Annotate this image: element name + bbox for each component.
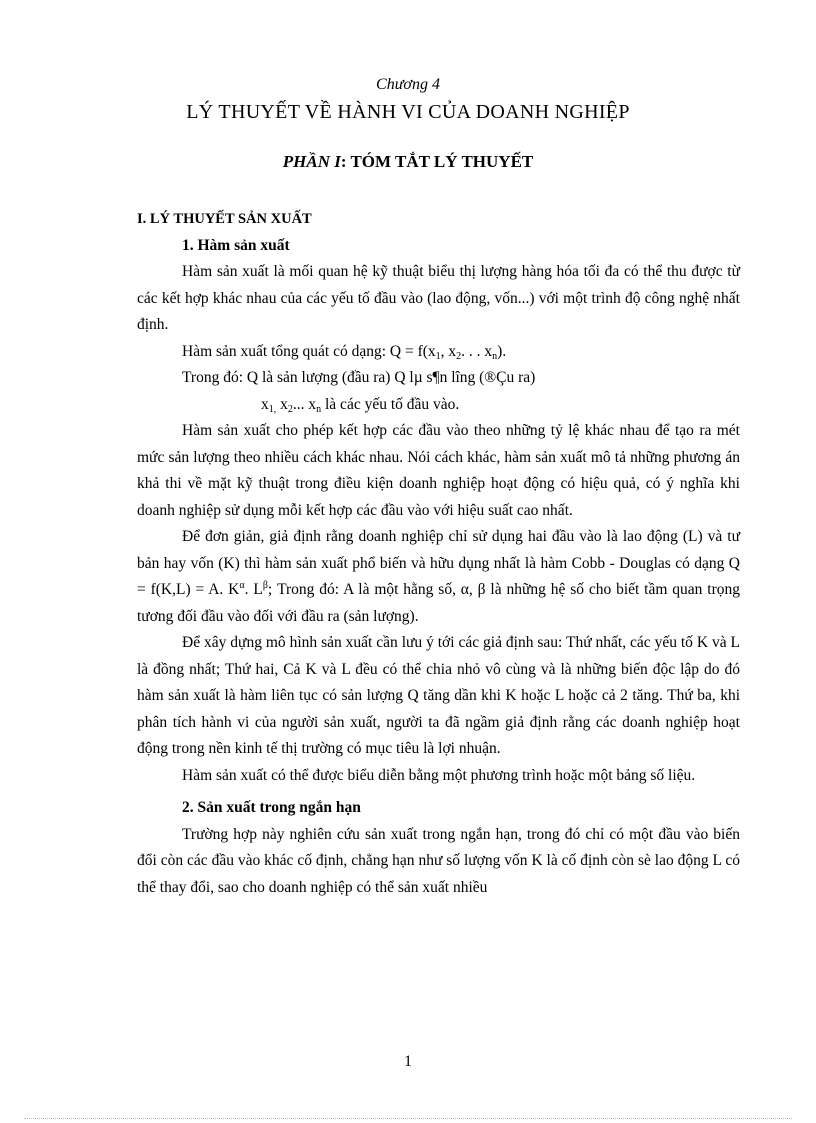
part-heading (0, 152, 816, 172)
chapter-label: Chương 4 (376, 76, 440, 93)
part-label: PHẦN I (282, 152, 341, 171)
body-content (137, 206, 740, 901)
subsection-heading-1: 1. Hàm sản xuất (182, 236, 290, 254)
paragraph-6: Trường hợp này nghiên cứu sản xuất trong ngắn hạn, trong đó chỉ có một đầu vào biến đổi còn các đầu vào khác cố định, chẳng hạn như số lượng vốn K là cố định còn sè lao động L có thể thay đổi, sao cho doanh nghiệp có thể sản xuất nhiều (137, 825, 740, 896)
subsection-heading-2: 2. Sản xuất trong ngắn hạn (182, 799, 361, 816)
inputs-line: $x_{1,}$ $x_2$... $x_n$ là các yếu tố đầu vào. (261, 395, 460, 415)
where-line: Trong đó: Q là sản lượng (đầu ra) Q lµ s¶n lîng (®Çu ra) (182, 369, 536, 386)
general-form-line: Hàm sản xuất tổng quát có dạng: $Q = f(x_1$, $x_2$. . . $x_n$). (182, 342, 507, 362)
paragraph-2: Hàm sản xuất cho phép kết hợp các đầu vào theo những tỷ lệ khác nhau để tạo ra mét mức sản lượng theo nhiều cách khác nhau. Nói cách khác, hàm sản xuất mô tả những phương án khả thi về mặt kỹ thuật trong điều kiện doanh nghiệp hoạt động có hiệu quả, có ý nghĩa khi doanh nghiệp sử dụng mỗi kết hợp các đầu vào với hiệu suất cao nhất. (137, 422, 740, 519)
page-number: 1 (404, 1053, 412, 1070)
chapter-title: LÝ THUYẾT VỀ HÀNH VI CỦA DOANH NGHIỆP (186, 101, 630, 123)
paragraph-5: Hàm sản xuất có thể được biểu diễn bằng một phương trình hoặc một bảng số liệu. (182, 766, 696, 784)
page-bottom-divider (24, 1118, 792, 1119)
paragraph-3: Để đơn giản, giả định rằng doanh nghiệp chỉ sử dụng hai đầu vào là lao động (L) và tư bản hay vốn (K) thì hàm sản xuất phổ biến và hữu dụng nhất là hàm Cobb - Douglas có dạng Q = f(K,L) = A. $K^\alpha$. $L^\beta$; Trong đó: A là một hằng số, α, β là những hệ số cho biết tầm quan trọng tương đối đầu vào đối với đầu ra (sản lượng). (137, 528, 740, 625)
section-heading: I. LÝ THUYẾT SẢN XUẤT (137, 211, 312, 227)
paragraph-4: Để xây dựng mô hình sản xuất cần lưu ý tới các giả định sau: Thứ nhất, các yếu tố K và L là đồng nhất; Thứ hai, Cả K và L đều có thể chia nhỏ vô cùng và là những biến độc lập do đó hàm sản xuất là hàm liên tục có sản lượng Q tăng dần khi K hoặc L hoặc cả 2 tăng. Thứ ba, khi phân tích hành vi của người sản xuất, người ta đã ngầm giả định rằng các doanh nghiệp hoạt động trong nền kinh tế thị trường có mục tiêu là lợi nhuận. (137, 634, 740, 757)
paragraph-1: Hàm sản xuất là mối quan hệ kỹ thuật biểu thị lượng hàng hóa tối đa có thể thu được từ các kết hợp khác nhau của các yếu tố đầu vào (lao động, vốn...) với một trình độ công nghệ nhất định. (137, 263, 740, 333)
part-title: : TÓM TẮT LÝ THUYẾT (340, 152, 534, 171)
